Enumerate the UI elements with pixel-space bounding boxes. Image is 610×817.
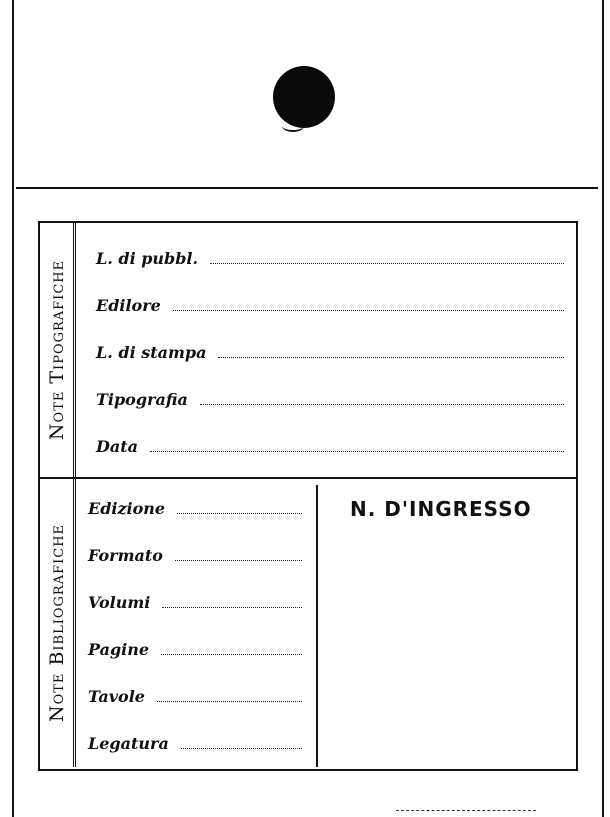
field-label: Volumi xyxy=(88,593,151,612)
field-dotted-line xyxy=(181,748,302,749)
card-frame xyxy=(38,221,578,771)
field-label: L. di stampa xyxy=(96,343,207,362)
field-label: L. di pubbl. xyxy=(96,249,199,268)
tipografiche-fields xyxy=(96,235,564,470)
field-label: Data xyxy=(96,437,138,456)
field-label: Tipografia xyxy=(96,390,188,409)
field-row-legatura xyxy=(88,720,302,767)
field-dotted-line xyxy=(218,357,564,358)
field-row-luogo-stampa xyxy=(96,329,564,376)
field-dotted-line xyxy=(161,654,302,655)
field-row-data xyxy=(96,423,564,470)
note-tipografiche-title: Note Tipografiche xyxy=(45,259,68,441)
field-dotted-line xyxy=(157,701,302,702)
field-dotted-line xyxy=(177,513,302,514)
field-dotted-line xyxy=(175,560,302,561)
field-row-editore xyxy=(96,282,564,329)
note-bibliografiche-section xyxy=(40,479,576,769)
field-label: Legatura xyxy=(88,734,169,753)
field-dotted-line xyxy=(173,310,564,311)
bibliografiche-fields xyxy=(88,485,302,767)
field-row-tavole xyxy=(88,673,302,720)
note-tipografiche-section xyxy=(40,223,576,479)
field-row-luogo-pubblicazione xyxy=(96,235,564,282)
field-row-pagine xyxy=(88,626,302,673)
field-row-edizione xyxy=(88,485,302,532)
note-tipografiche-label-box xyxy=(40,223,76,477)
field-row-tipografia xyxy=(96,376,564,423)
note-bibliografiche-title: Note Bibliografiche xyxy=(45,523,68,723)
note-bibliografiche-label-box xyxy=(40,479,76,767)
field-label: Edizione xyxy=(88,499,166,518)
field-row-formato xyxy=(88,532,302,579)
punch-hole xyxy=(273,66,335,128)
field-dotted-line xyxy=(210,263,564,264)
field-label: Edilore xyxy=(96,296,161,315)
field-dotted-line xyxy=(162,607,302,608)
field-label: Pagine xyxy=(88,640,150,659)
bottom-dashed-mark xyxy=(396,810,536,811)
column-divider xyxy=(316,485,318,767)
punch-hole-shadow xyxy=(282,120,304,132)
field-label: Tavole xyxy=(88,687,145,706)
numero-ingresso-label: N. D'INGRESSO xyxy=(350,497,532,521)
field-dotted-line xyxy=(200,404,564,405)
field-row-volumi xyxy=(88,579,302,626)
tab-separator-line xyxy=(16,187,598,189)
field-dotted-line xyxy=(150,451,564,452)
field-label: Formato xyxy=(88,546,163,565)
